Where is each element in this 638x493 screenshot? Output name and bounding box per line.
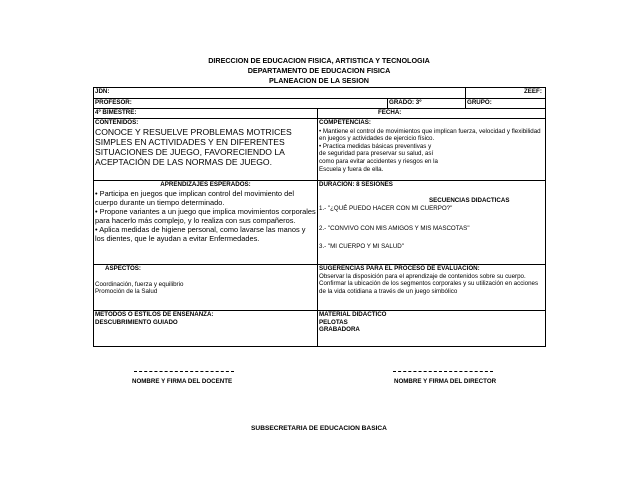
contenidos-cell [94, 119, 318, 181]
footer-text: SUBSECRETARIA DE EDUCACION BASICA [251, 425, 387, 432]
aprendizaje-item: • Propone variantes a un juego que implica movimientos corporales para hacerlo más complejo, y lo realiza con sus compañeros. [95, 206, 316, 225]
bimestre-cell: 4º BIMESTRE: [94, 109, 318, 119]
aspectos-label: ASPECTOS: [105, 265, 141, 272]
director-signature-label: NOMBRE Y FIRMA DEL DIRECTOR [394, 378, 497, 385]
docente-signature-line [134, 371, 234, 372]
row-profesor [94, 99, 546, 109]
header-line-2: DEPARTAMENTO DE EDUCACION FISICA [247, 66, 391, 75]
material-cell [318, 311, 546, 347]
sugerencias-text-1: Observar la disposición para el aprendizaje de contenidos sobre su cuerpo. [319, 272, 526, 280]
secuencia-item: 1.- "¿QUÉ PUEDO HACER CON MI CUERPO?" [319, 205, 453, 213]
zeef-cell: ZEEF: [466, 88, 546, 99]
secuencias-label: SECUENCIAS DIDACTICAS [429, 196, 510, 204]
duracion-cell [318, 181, 546, 265]
header-line-1: DIRECCION DE EDUCACION FISICA, ARTISTICA Y TECNOLOGIA [208, 56, 430, 65]
secuencia-item: 2.- "CONVIVO CON MIS AMIGOS Y MIS MASCOTAS" [319, 224, 470, 232]
metodos-label: METODOS O ESTILOS DE ENSEÑANZA: [95, 311, 214, 318]
sugerencias-cell [318, 265, 546, 311]
material-item: GRABADORA [319, 326, 360, 334]
secuencia-item: 3.- "MI CUERPO Y MI SALUD" [319, 243, 404, 251]
duracion-label: DURACION: 8 SESIONES [319, 181, 393, 188]
aspecto-item: Coordinación, fuerza y equilibrio [95, 280, 184, 288]
row-contenidos [94, 119, 546, 181]
jdn-cell: JDN: [94, 88, 466, 99]
metodos-value: DESCUBRIMIENTO GUIADO [95, 318, 178, 326]
fecha-cell: FECHA: [318, 109, 546, 119]
header-line-3: PLANEACION DE LA SESION [269, 76, 369, 85]
competencia-item: Escuela y fuera de ella. [319, 165, 384, 173]
row-bimestre [94, 109, 546, 119]
director-signature-line [393, 371, 493, 372]
row-metodos [94, 311, 546, 347]
aspectos-cell [94, 265, 318, 311]
grado-cell: GRADO: 3º [388, 99, 466, 109]
competencias-cell [318, 119, 546, 181]
competencia-item: • Practica medidas básicas preventivas y [319, 142, 432, 150]
aspecto-item: Promoción de la Salud [95, 288, 158, 296]
contenidos-label: CONTENIDOS: [95, 119, 139, 126]
competencia-item: de seguridad para preservar su salud, así [319, 150, 434, 158]
planning-table [93, 87, 546, 347]
sugerencias-text-2: Confirmar la ubicación de los segmentos corporales y su utilización en acciones de la vida cotidiana a través de un juego simbólico [319, 280, 539, 295]
profesor-cell: PROFESOR: [94, 99, 388, 109]
competencia-item: como para evitar accidentes y riesgos en la [319, 157, 438, 165]
sugerencias-label: SUGERENCIAS PARA EL PROCESO DE EVALUACION: [319, 265, 480, 272]
row-jdn [94, 88, 546, 99]
row-aspectos [94, 265, 546, 311]
material-label: MATERIAL DIDACTICO [319, 311, 387, 318]
grupo-cell: GRUPO: [466, 99, 546, 109]
contenidos-text: CONOCE Y RESUELVE PROBLEMAS MOTRICES SIMPLES EN ACTIVIDADES Y EN DIFERENTES SITUACIONES DE JUEGO, FAVORECIENDO LA ACEPTACIÓN DE LAS NORMAS DE JUEGO. [95, 126, 292, 167]
row-aprendizajes [94, 181, 546, 265]
competencias-label: COMPETENCIAS: [319, 119, 371, 126]
metodos-cell [94, 311, 318, 347]
material-item: PELOTAS [319, 318, 348, 326]
aprendizaje-item: • Aplica medidas de higiene personal, como lavarse las manos y los dientes, que le ayudan a evitar Enfermedades. [95, 224, 306, 243]
aprendizajes-label: APRENDIZAJES ESPERADOS: [160, 181, 251, 188]
aprendizaje-item: • Participa en juegos que implican control del movimiento del cuerpo durante un tiempo determinado. [95, 188, 294, 207]
aprendizajes-cell [94, 181, 318, 265]
competencia-item: • Mantiene el control de movimientos que implican fuerza, velocidad y flexibilidad en juegos y actividades de ejercicio físico. [319, 127, 541, 143]
docente-signature-label: NOMBRE Y FIRMA DEL DOCENTE [132, 378, 233, 385]
